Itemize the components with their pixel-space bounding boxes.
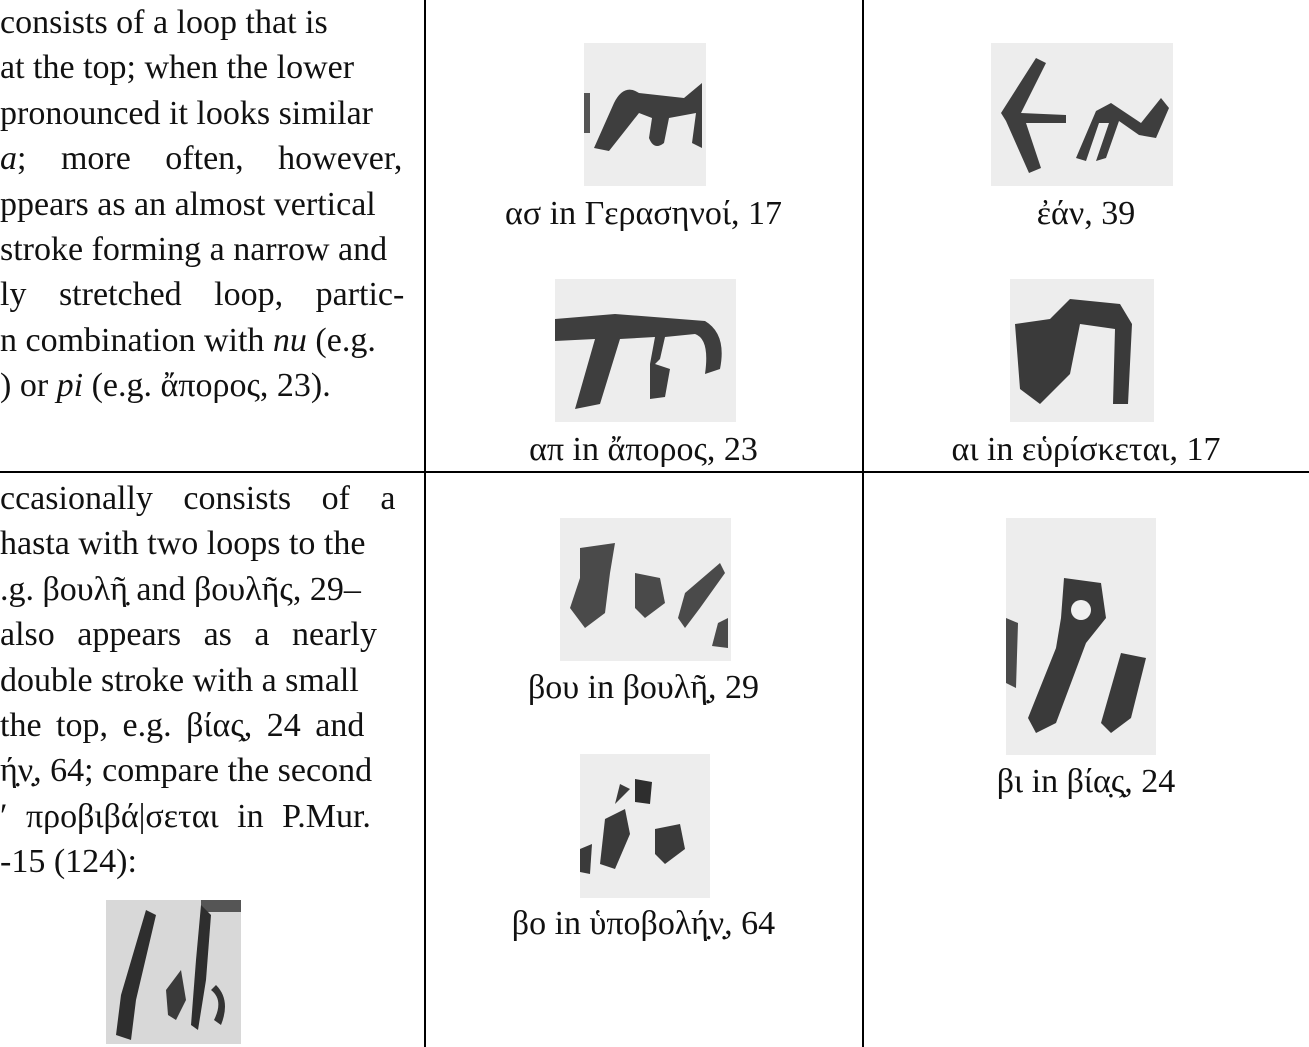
row1-line-6: stroke forming a narrow and [0, 231, 388, 269]
handwriting-sample-bo-image [580, 754, 710, 898]
caption-as: ασ in Γερασηνοί, 17 [505, 195, 782, 232]
row1-line-5: ppears as an almost vertical [0, 185, 376, 223]
caption-ap: απ in ἄπορος, 23 [529, 431, 758, 468]
handwriting-sample-bou-image [560, 518, 731, 661]
row2-line-4: also appears as a nearly [0, 616, 377, 654]
row2-line-3: .g. βουλῆ̣ and βουλῆς, 29– [0, 570, 361, 608]
row1-line-9: ) or pi (e.g. ἄπορος, 23). [0, 367, 331, 405]
row1-line-2: at the top; when the lower [0, 49, 355, 87]
caption-ean: ἐάν, 39 [1036, 195, 1136, 232]
handwriting-sample-bi-image [1006, 518, 1156, 755]
row1-line-4: a; more often, however, [0, 140, 403, 178]
row2-description [0, 476, 400, 885]
row1-line-3: pronounced it looks similar [0, 94, 374, 132]
row2-line-2: hasta with two loops to the [0, 525, 366, 563]
table-row-divider [0, 471, 1309, 473]
row2-line-9: -15 (124): [0, 843, 137, 881]
row1-line-7: ly stretched loop, partic- [0, 276, 405, 314]
row2-line-1: ccasionally consists of a [0, 480, 396, 517]
caption-bo: βο in ὑποβολή̣ν̣, 64 [511, 905, 776, 942]
row2-line-5: double stroke with a small [0, 661, 359, 699]
table-column-divider-1 [424, 0, 426, 1047]
row2-line-7: ή̣ν̣, 64; compare the second [0, 752, 373, 790]
handwriting-sample-probiba-image [106, 900, 241, 1044]
row1-line-8: n combination with nu (e.g. [0, 321, 376, 359]
handwriting-sample-ap-image [555, 279, 736, 422]
caption-bi: βι in βία̣ς̣, 24 [996, 763, 1176, 800]
handwriting-sample-as-image [584, 43, 706, 186]
row1-description [0, 0, 405, 409]
row1-line-1: consists of a loop that is [0, 4, 328, 41]
table-column-divider-2 [862, 0, 864, 1047]
row2-line-6: the top, e.g. βίας̣, 24 and [0, 707, 365, 745]
caption-ai: αι in εὑρίσκεται, 17 [951, 431, 1221, 468]
handwriting-sample-ean-image [991, 43, 1173, 186]
handwriting-sample-ai-image [1010, 279, 1154, 422]
caption-bou: βου in βουλῆ̣, 29 [528, 669, 759, 706]
row2-line-8: ʹ προβιβά|σεται in P.Mur. [0, 797, 371, 835]
